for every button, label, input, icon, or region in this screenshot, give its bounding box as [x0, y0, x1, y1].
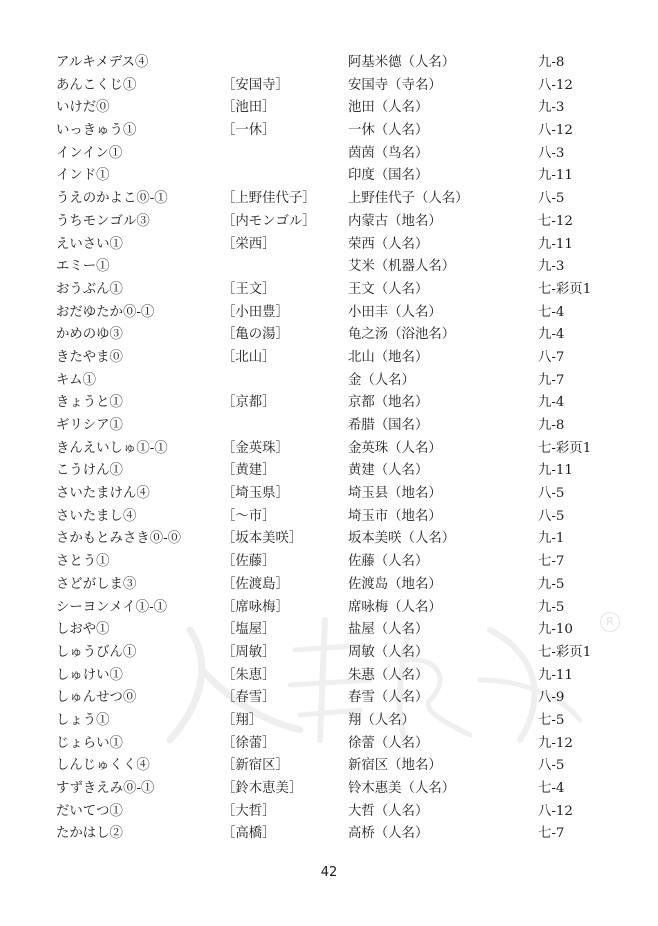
list-item — [0, 392, 658, 415]
list-item — [0, 460, 658, 483]
kanji-notation: ［佐藤］ — [222, 554, 276, 570]
kana-reading: こうけん① — [56, 463, 123, 479]
chinese-meaning: 大哲（人名） — [348, 803, 429, 819]
lesson-reference: 八-7 — [538, 349, 565, 365]
kana-reading: うえのかよこ⓪-① — [56, 191, 168, 207]
list-item — [0, 528, 658, 551]
kana-reading: おだゆたか⓪-① — [56, 304, 155, 320]
kanji-notation: ［上野佳代子］ — [222, 191, 316, 207]
lesson-reference: 七-5 — [538, 712, 565, 728]
lesson-reference: 九-5 — [538, 599, 565, 615]
entry-list — [0, 52, 658, 846]
chinese-meaning: 金英珠（人名） — [348, 440, 442, 456]
kanji-notation: ［坂本美咲］ — [222, 531, 303, 547]
kanji-notation: ［鈴木恵美］ — [222, 781, 303, 796]
list-item — [0, 665, 658, 688]
lesson-reference: 八-9 — [538, 690, 565, 706]
lesson-reference: 八-3 — [538, 145, 565, 161]
chinese-meaning: 坂本美咲（人名） — [348, 531, 456, 547]
list-item — [0, 302, 658, 325]
kanji-notation: ［金英珠］ — [222, 440, 289, 456]
list-item — [0, 52, 658, 75]
kana-reading: かめのゆ③ — [56, 327, 123, 343]
kana-reading: キム① — [56, 372, 97, 388]
kana-reading: しゅんせつ⓪ — [56, 690, 137, 706]
kana-reading: インイン① — [56, 145, 123, 161]
kana-reading: しゅけい① — [56, 667, 123, 683]
kanji-notation: ［安国寺］ — [222, 77, 289, 93]
chinese-meaning: 徐蕾（人名） — [348, 735, 429, 751]
chinese-meaning: 春雪（人名） — [348, 690, 429, 706]
chinese-meaning: 黄建（人名） — [348, 463, 429, 479]
list-item — [0, 755, 658, 778]
kana-reading: たかはし② — [56, 826, 123, 842]
list-item — [0, 165, 658, 188]
chinese-meaning: 茵茵（鸟名） — [348, 145, 429, 161]
kanji-notation: ［翔］ — [222, 712, 263, 728]
kana-reading: いけだ⓪ — [56, 100, 110, 116]
kanji-notation: ［徐蕾］ — [222, 735, 276, 751]
kana-reading: さいたまけん④ — [56, 486, 150, 502]
lesson-reference: 九-4 — [538, 395, 565, 411]
kanji-notation: ［埼玉県］ — [222, 486, 289, 502]
kana-reading: さとう① — [56, 554, 110, 570]
chinese-meaning: 池田（人名） — [348, 100, 429, 116]
lesson-reference: 九-11 — [538, 168, 573, 184]
kanji-notation: ［北山］ — [222, 349, 276, 365]
lesson-reference: 八-5 — [538, 486, 565, 502]
lesson-reference: 九-11 — [538, 463, 573, 479]
kana-reading: しょう① — [56, 712, 110, 728]
list-item — [0, 483, 658, 506]
kana-reading: えいさい① — [56, 236, 123, 252]
list-item — [0, 687, 658, 710]
chinese-meaning: 佐渡岛（地名） — [348, 576, 442, 592]
lesson-reference: 七-彩页1 — [538, 644, 592, 660]
chinese-meaning: 上野佳代子（人名） — [348, 191, 469, 207]
page-number: 42 — [320, 865, 338, 880]
kana-reading: しんじゅくく④ — [56, 758, 150, 774]
kana-reading: さかもとみさき⓪-⓪ — [56, 531, 182, 547]
lesson-reference: 七-彩页1 — [538, 281, 592, 297]
list-item — [0, 597, 658, 620]
lesson-reference: 七-7 — [538, 554, 565, 570]
chinese-meaning: 一休（人名） — [348, 123, 429, 139]
chinese-meaning: 高桥（人名） — [348, 826, 429, 842]
kanji-notation: ［周敏］ — [222, 644, 276, 660]
kana-reading: いっきゅう① — [56, 123, 137, 139]
chinese-meaning: 小田丰（人名） — [348, 304, 442, 320]
list-item — [0, 733, 658, 756]
lesson-reference: 九-5 — [538, 576, 565, 592]
kanji-notation: ［塩屋］ — [222, 622, 276, 638]
lesson-reference: 九-10 — [538, 622, 573, 638]
list-item — [0, 347, 658, 370]
lesson-reference: 八-5 — [538, 191, 565, 207]
chinese-meaning: 印度（国名） — [348, 168, 429, 184]
list-item — [0, 801, 658, 824]
kana-reading: じょらい① — [56, 735, 123, 751]
lesson-reference: 九-4 — [538, 327, 565, 343]
lesson-reference: 九-3 — [538, 100, 565, 116]
list-item — [0, 120, 658, 143]
kanji-notation: ［小田豊］ — [222, 304, 289, 320]
kanji-notation: ［高橋］ — [222, 826, 276, 842]
list-item — [0, 256, 658, 279]
chinese-meaning: 新宿区（地名） — [348, 758, 442, 774]
chinese-meaning: 王文（人名） — [348, 281, 429, 297]
kana-reading: あんこくじ① — [56, 77, 137, 93]
lesson-reference: 九-12 — [538, 735, 573, 751]
chinese-meaning: 龟之汤（浴池名） — [348, 327, 456, 343]
kana-reading: おうぶん① — [56, 281, 123, 297]
chinese-meaning: 内蒙古（地名） — [348, 213, 442, 229]
chinese-meaning: 阿基米德（人名） — [348, 55, 456, 70]
lesson-reference: 九-7 — [538, 372, 565, 388]
list-item — [0, 370, 658, 393]
kana-reading: しおや① — [56, 622, 110, 638]
kana-reading: インド① — [56, 168, 110, 184]
list-item — [0, 279, 658, 302]
kanji-notation: ［京都］ — [222, 395, 276, 411]
lesson-reference: 八-12 — [538, 123, 573, 139]
lesson-reference: 七-4 — [538, 304, 565, 320]
chinese-meaning: 席咏梅（人名） — [348, 599, 442, 615]
list-item — [0, 143, 658, 166]
chinese-meaning: 京都（地名） — [348, 395, 429, 411]
kanji-notation: ［～市］ — [222, 508, 276, 524]
chinese-meaning: 朱惠（人名） — [348, 667, 429, 683]
list-item — [0, 211, 658, 234]
lesson-reference: 九-11 — [538, 236, 573, 252]
kanji-notation: ［佐渡島］ — [222, 576, 289, 592]
list-item — [0, 823, 658, 846]
list-item — [0, 97, 658, 120]
kana-reading: さどがしま③ — [56, 576, 137, 592]
lesson-reference: 八-5 — [538, 508, 565, 524]
kanji-notation: ［春雪］ — [222, 690, 276, 706]
kana-reading: きょうと① — [56, 395, 123, 411]
chinese-meaning: 周敏（人名） — [348, 644, 429, 660]
kanji-notation: ［朱恵］ — [222, 667, 276, 683]
list-item — [0, 324, 658, 347]
lesson-reference: 九-8 — [538, 418, 565, 433]
chinese-meaning: 埼玉市（地名） — [348, 508, 442, 524]
list-item — [0, 551, 658, 574]
registered-mark-icon: R — [600, 612, 620, 632]
chinese-meaning: 北山（地名） — [348, 349, 429, 365]
lesson-reference: 八-12 — [538, 803, 573, 819]
list-item — [0, 438, 658, 461]
chinese-meaning: 金（人名） — [348, 372, 415, 388]
list-item — [0, 415, 658, 438]
lesson-reference: 八-12 — [538, 77, 573, 93]
chinese-meaning: 希腊（国名） — [348, 418, 429, 433]
kana-reading: だいてつ① — [56, 803, 123, 819]
kana-reading: すずきえみ⓪-① — [56, 781, 155, 796]
kana-reading: きたやま⓪ — [56, 349, 123, 365]
kana-reading: シーヨンメイ①-① — [56, 599, 167, 615]
list-item — [0, 234, 658, 257]
lesson-reference: 九-1 — [538, 531, 565, 547]
kana-reading: さいたまし④ — [56, 508, 137, 524]
kanji-notation: ［栄西］ — [222, 236, 276, 252]
kanji-notation: ［大哲］ — [222, 803, 276, 819]
kanji-notation: ［王文］ — [222, 281, 276, 297]
kanji-notation: ［新宿区］ — [222, 758, 289, 774]
chinese-meaning: 佐藤（人名） — [348, 554, 429, 570]
chinese-meaning: 安国寺（寺名） — [348, 77, 442, 93]
kanji-notation: ［一休］ — [222, 123, 276, 139]
list-item — [0, 619, 658, 642]
chinese-meaning: 翔（人名） — [348, 712, 415, 728]
list-item — [0, 710, 658, 733]
lesson-reference: 九-3 — [538, 259, 565, 275]
lesson-reference: 七-4 — [538, 781, 565, 796]
kana-reading: ギリシア① — [56, 418, 123, 433]
lesson-reference: 九-11 — [538, 667, 573, 683]
lesson-reference: 七-7 — [538, 826, 565, 842]
kana-reading: アルキメデス④ — [56, 55, 149, 70]
chinese-meaning: 荣西（人名） — [348, 236, 429, 252]
chinese-meaning: 艾米（机器人名） — [348, 259, 456, 275]
kana-reading: きんえいしゅ①-① — [56, 440, 168, 456]
kana-reading: しゅうびん① — [56, 644, 137, 660]
chinese-meaning: 铃木惠美（人名） — [348, 781, 456, 796]
kana-reading: エミー① — [56, 259, 110, 275]
list-item — [0, 574, 658, 597]
lesson-reference: 九-8 — [538, 55, 565, 70]
chinese-meaning: 埼玉县（地名） — [348, 486, 442, 502]
list-item — [0, 506, 658, 529]
lesson-reference: 七-12 — [538, 213, 573, 229]
chinese-meaning: 盐屋（人名） — [348, 622, 429, 638]
kanji-notation: ［黄建］ — [222, 463, 276, 479]
list-item — [0, 778, 658, 801]
kana-reading: うちモンゴル③ — [56, 213, 150, 229]
lesson-reference: 八-5 — [538, 758, 565, 774]
list-item — [0, 188, 658, 211]
kanji-notation: ［内モンゴル］ — [222, 213, 316, 229]
kanji-notation: ［池田］ — [222, 100, 276, 116]
kanji-notation: ［亀の湯］ — [222, 327, 289, 343]
kanji-notation: ［席咏梅］ — [222, 599, 289, 615]
list-item — [0, 642, 658, 665]
list-item — [0, 75, 658, 98]
lesson-reference: 七-彩页1 — [538, 440, 592, 456]
